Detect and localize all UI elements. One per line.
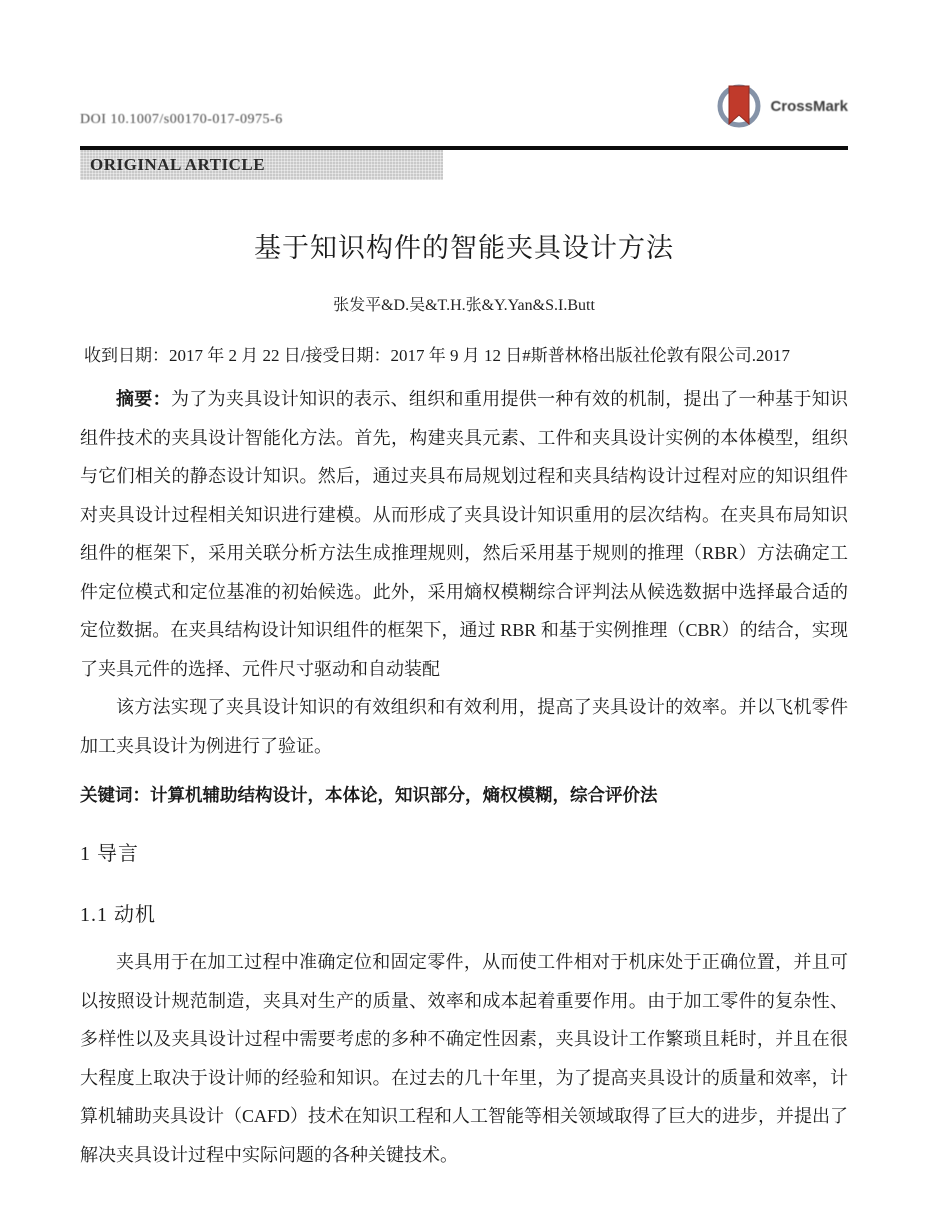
section-heading-1: 1 导言 <box>80 843 139 865</box>
crossmark-label: CrossMark <box>770 97 848 115</box>
section-heading-1-1: 1.1 动机 <box>80 904 156 926</box>
keywords-line: 关键词：计算机辅助结构设计，本体论，知识部分，熵权模糊，综合评价法 <box>80 785 658 805</box>
received-accepted-line: 收到日期：2017 年 2 月 22 日/接受日期：2017 年 9 月 12 日#斯普林格出版社伦敦有限公司.2017 <box>84 346 790 365</box>
doi-text: DOI 10.1007/s00170-017-0975-6 <box>80 112 283 127</box>
abstract-section <box>80 380 848 765</box>
article-type-badge <box>80 150 443 180</box>
crossmark-badge[interactable] <box>715 82 848 130</box>
crossmark-icon <box>715 82 763 130</box>
paper-title: 基于知识构件的智能夹具设计方法 <box>254 233 674 263</box>
body-section <box>80 943 848 1174</box>
page-header <box>80 0 848 146</box>
abstract-paragraph-2: 该方法实现了夹具设计知识的有效组织和有效利用，提高了夹具设计的效率。并以飞机零件加工夹具设计为例进行了验证。 <box>80 697 848 756</box>
abstract-paragraph-1 <box>80 380 848 688</box>
abstract-label: 摘要： <box>116 389 171 409</box>
body-paragraph-1: 夹具用于在加工过程中准确定位和固定零件，从而使工件相对于机床处于正确位置，并且可以按照设计规范制造，夹具对生产的质量、效率和成本起着重要作用。由于加工零件的复杂性、多样性以及夹具设计过程中需要考虑的多种不确定性因素，夹具设计工作繁琐且耗时，并且在很大程度上取决于设计师的经验和知识。在过去的几十年里，为了提高夹具设计的质量和效率，计算机辅助夹具设计（CAFD）技术在知识工程和人工智能等相关领域取得了巨大的进步，并提出了解决夹具设计过程中实际问题的各种关键技术。 <box>80 952 849 1165</box>
article-type-label: ORIGINAL ARTICLE <box>90 155 266 174</box>
page-content <box>80 0 848 1174</box>
paper-authors: 张发平&D.吴&T.H.张&Y.Yan&S.I.Butt <box>333 297 595 314</box>
abstract-text-1: 为了为夹具设计知识的表示、组织和重用提供一种有效的机制，提出了一种基于知识组件技术的夹具设计智能化方法。首先，构建夹具元素、工件和夹具设计实例的本体模型，组织与它们相关的静态设计知识。然后，通过夹具布局规划过程和夹具结构设计过程对应的知识组件对夹具设计过程相关知识进行建模。从而形成了夹具设计知识重用的层次结构。在夹具布局知识组件的框架下，采用关联分析方法生成推理规则，然后采用基于规则的推理（RBR）方法确定工件定位模式和定位基准的初始候选。此外，采用熵权模糊综合评判法从候选数据中选择最合适的定位数据。在夹具结构设计知识组件的框架下，通过 RBR 和基于实例推理（CBR）的结合，实现了夹具元件的选择、元件尺寸驱动和自动装配 <box>80 389 849 679</box>
